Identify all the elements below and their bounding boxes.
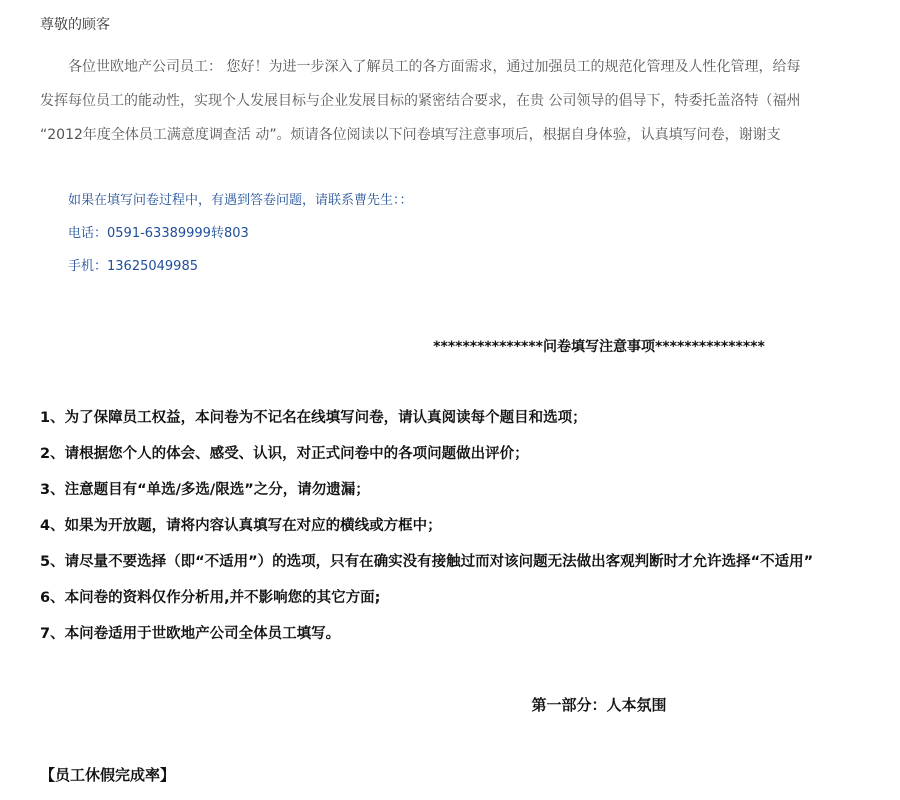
question-heading: 【员工休假完成率】 <box>40 766 176 784</box>
notice-rule-2: 2、请根据您个人的体会、感受、认识，对正式问卷中的各项问题做出评价； <box>40 446 529 462</box>
intro-paragraph-line-2: 发挥每位员工的能动性，实现个人发展目标与企业发展目标的紧密结合要求，在贵 公司领导的倡导下，特委托盖洛特（福州 <box>40 93 801 109</box>
section-heading: 第一部分：人本氛围 <box>531 696 667 714</box>
contact-phone: 电话：0591-63389999转803 <box>68 226 249 241</box>
contact-mobile: 手机：13625049985 <box>68 259 198 274</box>
notice-rule-3: 3、注意题目有“单选/多选/限选”之分，请勿遗漏； <box>40 482 370 498</box>
notice-rule-5: 5、请尽量不要选择（即“不适用”）的选项，只有在确实没有接触过而对该问题无法做出客观判断时才允许选择“不适用” <box>40 554 814 570</box>
notice-heading: ***************问卷填写注意事项*************** <box>433 339 765 355</box>
intro-paragraph-line-1: 各位世欧地产公司员工： 您好！为进一步深入了解员工的各方面需求，通过加强员工的规范化管理及人性化管理，给每 <box>68 59 801 75</box>
notice-rule-7: 7、本问卷适用于世欧地产公司全体员工填写。 <box>40 626 341 642</box>
salutation: 尊敬的顾客 <box>40 17 110 33</box>
notice-rule-1: 1、为了保障员工权益，本问卷为不记名在线填写问卷，请认真阅读每个题目和选项； <box>40 410 587 426</box>
contact-prompt: 如果在填写问卷过程中，有遇到答卷问题，请联系曹先生：： <box>68 193 413 208</box>
notice-rule-6: 6、本问卷的资料仅作分析用,并不影响您的其它方面; <box>40 590 381 606</box>
notice-rule-4: 4、如果为开放题，请将内容认真填写在对应的横线或方框中； <box>40 518 442 534</box>
intro-paragraph-line-3: “2012年度全体员工满意度调查活 动”。烦请各位阅读以下问卷填写注意事项后，根据自身体验，认真填写问卷，谢谢支 <box>40 127 781 143</box>
